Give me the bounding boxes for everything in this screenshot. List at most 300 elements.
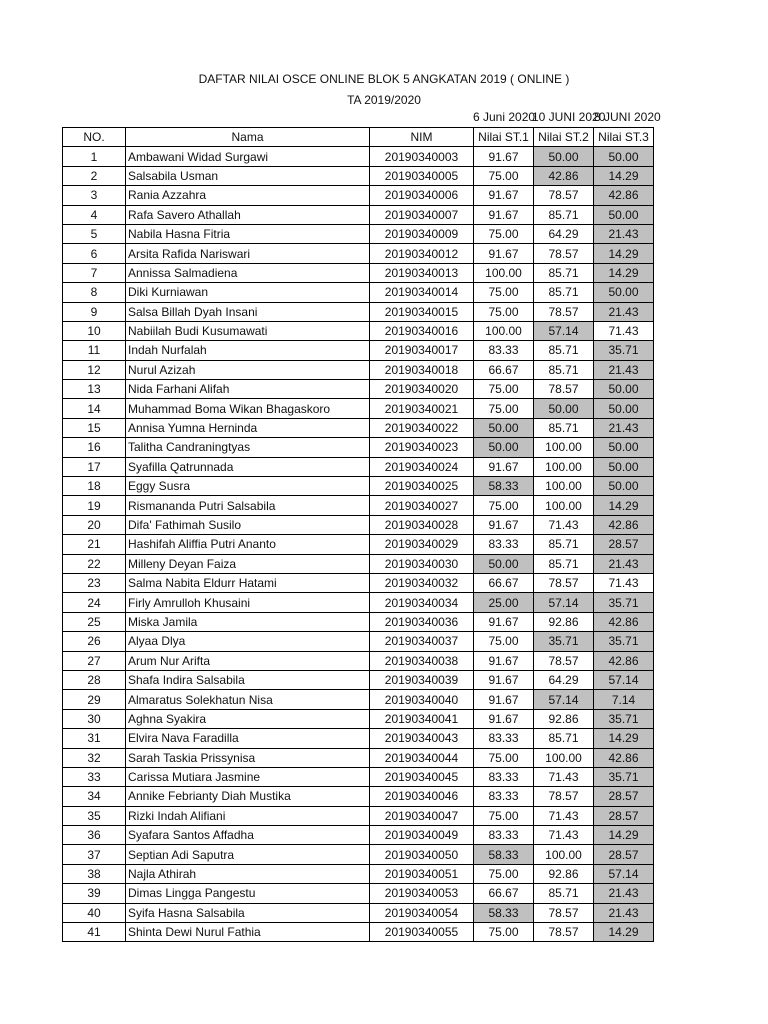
score-st2: 85.71 (534, 263, 594, 282)
score-st1: 91.67 (474, 651, 534, 670)
row-number: 29 (63, 690, 126, 709)
table-row (63, 321, 654, 340)
student-nim: 20190340006 (370, 186, 474, 205)
score-st3: 35.71 (594, 341, 654, 360)
student-name: Dimas Lingga Pangestu (126, 884, 370, 903)
score-st2: 100.00 (534, 438, 594, 457)
grades-table (62, 127, 654, 942)
student-nim: 20190340030 (370, 554, 474, 573)
row-number: 11 (63, 341, 126, 360)
score-st1: 50.00 (474, 418, 534, 437)
student-name: Syifa Hasna Salsabila (126, 903, 370, 922)
score-st1: 75.00 (474, 923, 534, 942)
header-nim: NIM (370, 128, 474, 147)
row-number: 15 (63, 418, 126, 437)
student-nim: 20190340037 (370, 632, 474, 651)
score-st3: 14.29 (594, 166, 654, 185)
student-nim: 20190340020 (370, 380, 474, 399)
score-st1: 91.67 (474, 244, 534, 263)
student-name: Rismananda Putri Salsabila (126, 496, 370, 515)
student-nim: 20190340013 (370, 263, 474, 282)
score-st1: 91.67 (474, 186, 534, 205)
score-st2: 50.00 (534, 399, 594, 418)
student-nim: 20190340018 (370, 360, 474, 379)
table-row (63, 632, 654, 651)
score-st3: 21.43 (594, 418, 654, 437)
date-st2: 10 JUNI 2020 (532, 110, 606, 124)
student-name: Arsita Rafida Nariswari (126, 244, 370, 263)
score-st1: 75.00 (474, 496, 534, 515)
table-row (63, 496, 654, 515)
score-st1: 83.33 (474, 729, 534, 748)
score-st3: 42.86 (594, 186, 654, 205)
score-st1: 50.00 (474, 438, 534, 457)
score-st3: 35.71 (594, 593, 654, 612)
student-nim: 20190340045 (370, 767, 474, 786)
score-st3: 21.43 (594, 554, 654, 573)
student-name: Firly Amrulloh Khusaini (126, 593, 370, 612)
student-nim: 20190340005 (370, 166, 474, 185)
student-nim: 20190340043 (370, 729, 474, 748)
score-st3: 21.43 (594, 360, 654, 379)
score-st1: 58.33 (474, 477, 534, 496)
table-row (63, 709, 654, 728)
score-st2: 85.71 (534, 418, 594, 437)
score-st1: 66.67 (474, 884, 534, 903)
score-st2: 71.43 (534, 767, 594, 786)
student-nim: 20190340049 (370, 826, 474, 845)
score-st1: 75.00 (474, 748, 534, 767)
table-row (63, 670, 654, 689)
score-st2: 92.86 (534, 709, 594, 728)
table-row (63, 593, 654, 612)
score-st1: 83.33 (474, 341, 534, 360)
score-st1: 83.33 (474, 535, 534, 554)
student-name: Alyaa Dlya (126, 632, 370, 651)
student-name: Muhammad Boma Wikan Bhagaskoro (126, 399, 370, 418)
score-st2: 85.71 (534, 205, 594, 224)
score-st1: 75.00 (474, 224, 534, 243)
row-number: 35 (63, 806, 126, 825)
student-name: Rafa Savero Athallah (126, 205, 370, 224)
student-nim: 20190340029 (370, 535, 474, 554)
table-body (63, 147, 654, 942)
table-row (63, 263, 654, 282)
score-st1: 91.67 (474, 612, 534, 631)
table-row (63, 360, 654, 379)
score-st1: 25.00 (474, 593, 534, 612)
score-st1: 83.33 (474, 787, 534, 806)
row-number: 28 (63, 670, 126, 689)
score-st1: 66.67 (474, 360, 534, 379)
student-nim: 20190340017 (370, 341, 474, 360)
table-row (63, 923, 654, 942)
score-st2: 100.00 (534, 457, 594, 476)
score-st2: 85.71 (534, 884, 594, 903)
student-name: Diki Kurniawan (126, 283, 370, 302)
table-row (63, 302, 654, 321)
score-st1: 83.33 (474, 767, 534, 786)
table-row (63, 535, 654, 554)
student-name: Nurul Azizah (126, 360, 370, 379)
student-nim: 20190340044 (370, 748, 474, 767)
score-st3: 50.00 (594, 457, 654, 476)
row-number: 18 (63, 477, 126, 496)
row-number: 30 (63, 709, 126, 728)
student-nim: 20190340047 (370, 806, 474, 825)
student-nim: 20190340046 (370, 787, 474, 806)
table-row (63, 477, 654, 496)
row-number: 31 (63, 729, 126, 748)
row-number: 1 (63, 147, 126, 166)
row-number: 7 (63, 263, 126, 282)
score-st2: 85.71 (534, 341, 594, 360)
table-row (63, 806, 654, 825)
score-st2: 71.43 (534, 515, 594, 534)
score-st3: 21.43 (594, 903, 654, 922)
row-number: 27 (63, 651, 126, 670)
score-st3: 14.29 (594, 263, 654, 282)
student-name: Hashifah Aliffia Putri Ananto (126, 535, 370, 554)
score-st3: 14.29 (594, 496, 654, 515)
row-number: 39 (63, 884, 126, 903)
row-number: 19 (63, 496, 126, 515)
score-st2: 71.43 (534, 826, 594, 845)
score-st2: 64.29 (534, 670, 594, 689)
score-st1: 91.67 (474, 709, 534, 728)
student-nim: 20190340022 (370, 418, 474, 437)
score-st1: 58.33 (474, 903, 534, 922)
table-row (63, 224, 654, 243)
student-name: Salma Nabita Eldurr Hatami (126, 573, 370, 592)
header-st2: Nilai ST.2 (534, 128, 594, 147)
score-st2: 57.14 (534, 690, 594, 709)
row-number: 17 (63, 457, 126, 476)
student-name: Sarah Taskia Prissynisa (126, 748, 370, 767)
row-number: 21 (63, 535, 126, 554)
score-st3: 50.00 (594, 380, 654, 399)
student-nim: 20190340034 (370, 593, 474, 612)
student-name: Salsa Billah Dyah Insani (126, 302, 370, 321)
score-st3: 21.43 (594, 302, 654, 321)
score-st2: 78.57 (534, 186, 594, 205)
score-st2: 85.71 (534, 283, 594, 302)
student-name: Annike Febrianty Diah Mustika (126, 787, 370, 806)
score-st1: 91.67 (474, 147, 534, 166)
student-nim: 20190340040 (370, 690, 474, 709)
row-number: 5 (63, 224, 126, 243)
row-number: 36 (63, 826, 126, 845)
student-nim: 20190340015 (370, 302, 474, 321)
table-row (63, 651, 654, 670)
table-row (63, 690, 654, 709)
table-row (63, 399, 654, 418)
table-row (63, 787, 654, 806)
score-st2: 42.86 (534, 166, 594, 185)
row-number: 13 (63, 380, 126, 399)
header-no: NO. (63, 128, 126, 147)
score-st3: 50.00 (594, 477, 654, 496)
row-number: 2 (63, 166, 126, 185)
date-st1: 6 Juni 2020 (473, 110, 536, 124)
table-row (63, 147, 654, 166)
table-row (63, 283, 654, 302)
row-number: 22 (63, 554, 126, 573)
student-nim: 20190340024 (370, 457, 474, 476)
student-name: Annissa Salmadiena (126, 263, 370, 282)
score-st2: 78.57 (534, 903, 594, 922)
table-row (63, 884, 654, 903)
student-nim: 20190340038 (370, 651, 474, 670)
header-row (63, 128, 654, 147)
score-st1: 58.33 (474, 845, 534, 864)
score-st1: 91.67 (474, 457, 534, 476)
score-st3: 35.71 (594, 709, 654, 728)
header-nama: Nama (126, 128, 370, 147)
score-st2: 100.00 (534, 477, 594, 496)
score-st3: 35.71 (594, 632, 654, 651)
row-number: 16 (63, 438, 126, 457)
score-st1: 75.00 (474, 632, 534, 651)
table-row (63, 903, 654, 922)
score-st3: 57.14 (594, 864, 654, 883)
table-row (63, 205, 654, 224)
score-st2: 50.00 (534, 147, 594, 166)
table-row (63, 612, 654, 631)
row-number: 32 (63, 748, 126, 767)
score-st2: 57.14 (534, 321, 594, 340)
score-st2: 78.57 (534, 787, 594, 806)
score-st3: 7.14 (594, 690, 654, 709)
student-name: Shinta Dewi Nurul Fathia (126, 923, 370, 942)
student-nim: 20190340050 (370, 845, 474, 864)
score-st3: 50.00 (594, 438, 654, 457)
student-nim: 20190340041 (370, 709, 474, 728)
student-nim: 20190340027 (370, 496, 474, 515)
document-title: DAFTAR NILAI OSCE ONLINE BLOK 5 ANGKATAN 2019 ( ONLINE ) (198, 72, 570, 86)
score-st2: 78.57 (534, 651, 594, 670)
row-number: 26 (63, 632, 126, 651)
score-st2: 100.00 (534, 748, 594, 767)
student-nim: 20190340021 (370, 399, 474, 418)
score-st1: 75.00 (474, 283, 534, 302)
student-name: Difa' Fathimah Susilo (126, 515, 370, 534)
table-row (63, 554, 654, 573)
table-row (63, 748, 654, 767)
student-nim: 20190340054 (370, 903, 474, 922)
row-number: 23 (63, 573, 126, 592)
student-name: Rania Azzahra (126, 186, 370, 205)
score-st3: 14.29 (594, 923, 654, 942)
score-st1: 50.00 (474, 554, 534, 573)
score-st2: 85.71 (534, 554, 594, 573)
score-st1: 75.00 (474, 380, 534, 399)
score-st3: 14.29 (594, 826, 654, 845)
student-nim: 20190340007 (370, 205, 474, 224)
table-row (63, 341, 654, 360)
student-name: Salsabila Usman (126, 166, 370, 185)
table-row (63, 418, 654, 437)
score-st2: 100.00 (534, 845, 594, 864)
student-name: Septian Adi Saputra (126, 845, 370, 864)
score-st3: 50.00 (594, 147, 654, 166)
row-number: 10 (63, 321, 126, 340)
score-st1: 75.00 (474, 806, 534, 825)
table-row (63, 244, 654, 263)
student-nim: 20190340055 (370, 923, 474, 942)
row-number: 3 (63, 186, 126, 205)
row-number: 24 (63, 593, 126, 612)
row-number: 4 (63, 205, 126, 224)
student-name: Elvira Nava Faradilla (126, 729, 370, 748)
table-row (63, 457, 654, 476)
row-number: 33 (63, 767, 126, 786)
table-row (63, 864, 654, 883)
score-st1: 83.33 (474, 826, 534, 845)
row-number: 40 (63, 903, 126, 922)
score-st3: 57.14 (594, 670, 654, 689)
score-st2: 78.57 (534, 573, 594, 592)
student-name: Milleny Deyan Faiza (126, 554, 370, 573)
row-number: 34 (63, 787, 126, 806)
score-st3: 42.86 (594, 515, 654, 534)
row-number: 8 (63, 283, 126, 302)
student-name: Indah Nurfalah (126, 341, 370, 360)
student-nim: 20190340028 (370, 515, 474, 534)
score-st2: 57.14 (534, 593, 594, 612)
table-row (63, 767, 654, 786)
score-st3: 71.43 (594, 573, 654, 592)
student-name: Carissa Mutiara Jasmine (126, 767, 370, 786)
score-st1: 66.67 (474, 573, 534, 592)
date-st3: 8 JUNI 2020 (594, 110, 661, 124)
table-row (63, 515, 654, 534)
student-nim: 20190340053 (370, 884, 474, 903)
row-number: 14 (63, 399, 126, 418)
student-name: Talitha Candraningtyas (126, 438, 370, 457)
student-nim: 20190340036 (370, 612, 474, 631)
student-nim: 20190340039 (370, 670, 474, 689)
student-name: Nabila Hasna Fitria (126, 224, 370, 243)
student-nim: 20190340016 (370, 321, 474, 340)
score-st3: 42.86 (594, 612, 654, 631)
academic-year: TA 2019/2020 (347, 93, 421, 107)
score-st1: 75.00 (474, 399, 534, 418)
score-st3: 28.57 (594, 535, 654, 554)
row-number: 37 (63, 845, 126, 864)
score-st2: 78.57 (534, 923, 594, 942)
student-nim: 20190340025 (370, 477, 474, 496)
row-number: 25 (63, 612, 126, 631)
student-name: Nabiilah Budi Kusumawati (126, 321, 370, 340)
score-st3: 50.00 (594, 283, 654, 302)
student-name: Najla Athirah (126, 864, 370, 883)
student-name: Syafilla Qatrunnada (126, 457, 370, 476)
score-st1: 100.00 (474, 321, 534, 340)
student-name: Rizki Indah Alifiani (126, 806, 370, 825)
student-name: Annisa Yumna Herninda (126, 418, 370, 437)
score-st2: 78.57 (534, 302, 594, 321)
score-st2: 100.00 (534, 496, 594, 515)
score-st1: 91.67 (474, 515, 534, 534)
student-name: Ambawani Widad Surgawi (126, 147, 370, 166)
table-row (63, 826, 654, 845)
score-st3: 71.43 (594, 321, 654, 340)
student-nim: 20190340051 (370, 864, 474, 883)
student-nim: 20190340009 (370, 224, 474, 243)
score-st3: 14.29 (594, 729, 654, 748)
score-st1: 75.00 (474, 166, 534, 185)
student-name: Miska Jamila (126, 612, 370, 631)
score-st3: 21.43 (594, 884, 654, 903)
score-st1: 91.67 (474, 690, 534, 709)
score-st3: 14.29 (594, 244, 654, 263)
score-st1: 75.00 (474, 864, 534, 883)
score-st3: 35.71 (594, 767, 654, 786)
student-nim: 20190340014 (370, 283, 474, 302)
score-st2: 71.43 (534, 806, 594, 825)
score-st1: 91.67 (474, 670, 534, 689)
table-row (63, 438, 654, 457)
student-name: Eggy Susra (126, 477, 370, 496)
score-st2: 85.71 (534, 729, 594, 748)
student-name: Nida Farhani Alifah (126, 380, 370, 399)
student-nim: 20190340012 (370, 244, 474, 263)
student-name: Arum Nur Arifta (126, 651, 370, 670)
score-st1: 100.00 (474, 263, 534, 282)
table-row (63, 845, 654, 864)
header-st1: Nilai ST.1 (474, 128, 534, 147)
row-number: 20 (63, 515, 126, 534)
table-row (63, 573, 654, 592)
student-nim: 20190340023 (370, 438, 474, 457)
score-st2: 85.71 (534, 360, 594, 379)
student-name: Syafara Santos Affadha (126, 826, 370, 845)
table-row (63, 729, 654, 748)
row-number: 38 (63, 864, 126, 883)
score-st2: 78.57 (534, 244, 594, 263)
score-st2: 92.86 (534, 612, 594, 631)
score-st3: 42.86 (594, 748, 654, 767)
score-st3: 28.57 (594, 845, 654, 864)
row-number: 41 (63, 923, 126, 942)
score-st1: 75.00 (474, 302, 534, 321)
student-nim: 20190340032 (370, 573, 474, 592)
score-st3: 50.00 (594, 399, 654, 418)
student-name: Almaratus Solekhatun Nisa (126, 690, 370, 709)
score-st2: 35.71 (534, 632, 594, 651)
score-st2: 64.29 (534, 224, 594, 243)
table-row (63, 166, 654, 185)
score-st3: 21.43 (594, 224, 654, 243)
score-st1: 91.67 (474, 205, 534, 224)
student-name: Aghna Syakira (126, 709, 370, 728)
row-number: 6 (63, 244, 126, 263)
row-number: 12 (63, 360, 126, 379)
score-st3: 42.86 (594, 651, 654, 670)
score-st2: 78.57 (534, 380, 594, 399)
table-row (63, 380, 654, 399)
score-st2: 85.71 (534, 535, 594, 554)
student-nim: 20190340003 (370, 147, 474, 166)
header-st3: Nilai ST.3 (594, 128, 654, 147)
row-number: 9 (63, 302, 126, 321)
score-st3: 28.57 (594, 787, 654, 806)
score-st3: 28.57 (594, 806, 654, 825)
student-name: Shafa Indira Salsabila (126, 670, 370, 689)
score-st2: 92.86 (534, 864, 594, 883)
table-row (63, 186, 654, 205)
